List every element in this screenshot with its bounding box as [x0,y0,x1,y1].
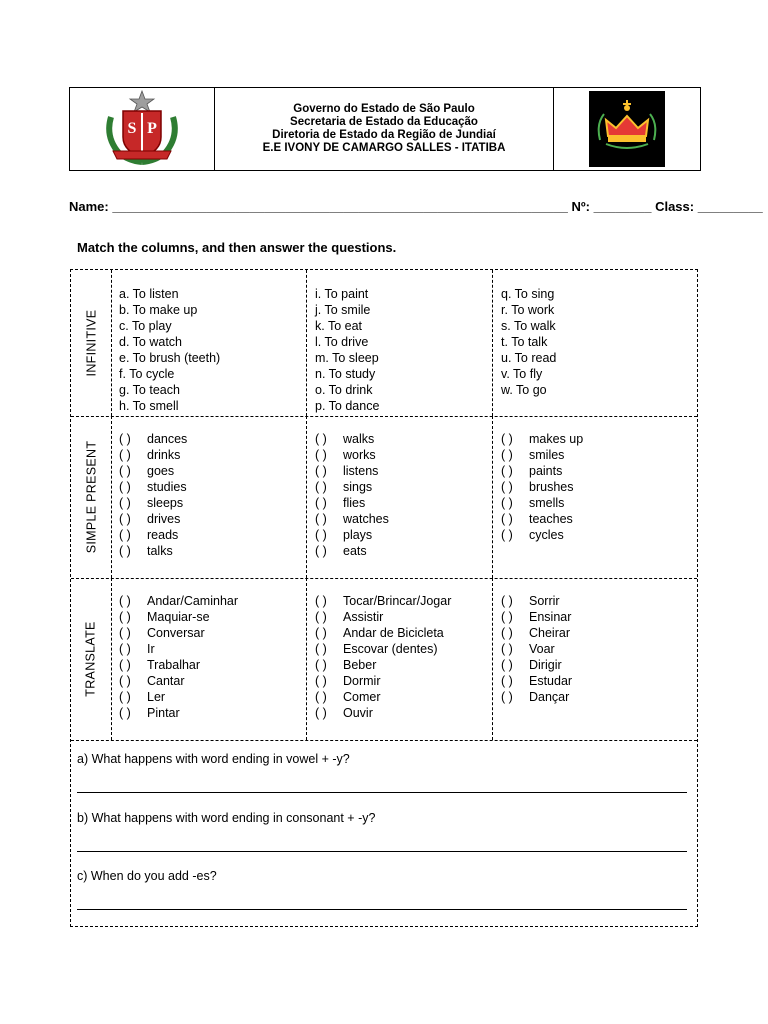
list-item [315,593,492,609]
answer-blank[interactable]: ( ) [119,626,131,640]
answer-blank[interactable]: ( ) [501,642,513,656]
translate-col-2 [307,578,493,740]
item-text: Cheirar [529,626,570,640]
header-line-directorate: Diretoria de Estado da Região de Jundiaí [272,129,496,141]
item-text: r. To work [501,303,555,317]
item-text: c. To play [119,319,172,333]
list-item [501,641,697,657]
answer-blank[interactable]: ( ) [501,464,513,478]
instructions: Match the columns, and then answer the questions. [77,240,397,255]
list-item [315,479,492,495]
answer-blank[interactable]: ( ) [119,544,131,558]
header-line-school: E.E IVONY DE CAMARGO SALLES - ITATIBA [262,142,506,154]
answer-blank[interactable]: ( ) [119,432,131,446]
item-text: j. To smile [315,303,371,317]
answer-blank[interactable]: ( ) [119,658,131,672]
question-c: c) When do you add -es? [77,869,217,883]
answer-blank[interactable]: ( ) [315,626,327,640]
list-item [501,527,697,543]
item-text: smiles [529,448,565,462]
exercise-grid [70,269,698,927]
list-item [119,431,306,447]
list-item [501,334,697,350]
infinitive-label: INFINITIVE [71,270,112,416]
item-text: talks [147,544,173,558]
list-item [501,673,697,689]
list-item [119,382,306,398]
item-text: n. To study [315,367,376,381]
simple-present-row [71,416,697,579]
list-item [501,286,697,302]
infinitive-col-3 [493,270,697,416]
list-item [315,398,492,414]
item-text: brushes [529,480,574,494]
item-text: q. To sing [501,287,555,301]
item-text: u. To read [501,351,557,365]
answer-blank[interactable]: ( ) [119,512,131,526]
list-item [501,689,697,705]
list-item [315,495,492,511]
answer-blank[interactable]: ( ) [315,512,327,526]
answer-blank[interactable]: ( ) [501,610,513,624]
list-item [501,366,697,382]
answer-blank[interactable]: ( ) [501,690,513,704]
list-item [315,673,492,689]
infinitive-row [71,270,697,417]
list-item [315,447,492,463]
name-label: Name: [69,199,109,214]
answer-blank[interactable]: ( ) [501,528,513,542]
item-text: sings [343,480,373,494]
answer-blank[interactable]: ( ) [315,464,327,478]
item-text: Andar/Caminhar [147,594,239,608]
list-item [119,495,306,511]
list-item [315,705,492,721]
item-text: Dançar [529,690,570,704]
list-item [119,318,306,334]
answer-blank[interactable]: ( ) [119,610,131,624]
item-text: l. To drive [315,335,369,349]
sp-state-seal [70,88,215,170]
item-text: Escovar (dentes) [343,642,438,656]
list-item [119,593,306,609]
school-header [69,87,701,171]
answer-blank[interactable]: ( ) [315,448,327,462]
simple-present-col-1 [111,416,307,578]
item-text: w. To go [501,383,547,397]
item-text: flies [343,496,366,510]
list-item [315,543,492,559]
item-text: d. To watch [119,335,183,349]
list-item [119,689,306,705]
sp-seal-icon [99,89,185,169]
answer-blank[interactable]: ( ) [315,642,327,656]
answer-line-c[interactable] [77,909,687,910]
list-item [501,302,697,318]
item-text: Cantar [147,674,185,688]
list-item [119,350,306,366]
item-text: t. To talk [501,335,548,349]
list-item [315,382,492,398]
list-item [315,318,492,334]
list-item [315,657,492,673]
item-text: i. To paint [315,287,369,301]
list-item [315,366,492,382]
answer-blank[interactable]: ( ) [119,674,131,688]
item-text: h. To smell [119,399,179,413]
answer-blank[interactable]: ( ) [315,690,327,704]
item-text: sleeps [147,496,184,510]
list-item [501,431,697,447]
number-field[interactable]: ________ [593,199,652,214]
answer-blank[interactable]: ( ) [501,626,513,640]
infinitive-col-1 [111,270,307,416]
answer-blank[interactable]: ( ) [501,496,513,510]
list-item [315,625,492,641]
item-text: drinks [147,448,181,462]
item-text: paints [529,464,563,478]
list-item [501,625,697,641]
list-item [119,511,306,527]
answer-blank[interactable]: ( ) [501,448,513,462]
list-item [315,527,492,543]
item-text: Maquiar-se [147,610,210,624]
answer-blank[interactable]: ( ) [315,610,327,624]
simple-present-col-3 [493,416,697,578]
answer-blank[interactable]: ( ) [119,448,131,462]
header-text-block [215,88,554,170]
list-item [119,398,306,414]
list-item [119,673,306,689]
list-item [315,511,492,527]
class-label: Class: [655,199,695,214]
list-item [315,689,492,705]
item-text: walks [343,432,375,446]
answer-blank[interactable]: ( ) [119,464,131,478]
answer-blank[interactable]: ( ) [501,512,513,526]
item-text: o. To drink [315,383,373,397]
simple-present-label: SIMPLE PRESENT [71,416,112,578]
item-text: Dormir [343,674,381,688]
item-text: Assistir [343,610,384,624]
infinitive-col-2 [307,270,493,416]
item-text: p. To dance [315,399,380,413]
answer-line-a[interactable] [77,792,687,793]
answer-blank[interactable]: ( ) [315,674,327,688]
answer-blank[interactable]: ( ) [315,496,327,510]
answer-blank[interactable]: ( ) [315,706,327,720]
item-text: Dirigir [529,658,562,672]
item-text: cycles [529,528,564,542]
item-text: drives [147,512,181,526]
list-item [315,431,492,447]
item-text: Comer [343,690,381,704]
item-text: Sorrir [529,594,560,608]
list-item [119,527,306,543]
item-text: works [343,448,376,462]
item-text: listens [343,464,379,478]
item-text: k. To eat [315,319,363,333]
item-text: dances [147,432,188,446]
list-item [501,463,697,479]
item-text: studies [147,480,187,494]
list-item [501,447,697,463]
item-text: v. To fly [501,367,543,381]
answer-blank[interactable]: ( ) [501,594,513,608]
question-b: b) What happens with word ending in consonant + -y? [77,811,376,825]
list-item [119,447,306,463]
item-text: f. To cycle [119,367,175,381]
item-text: Ouvir [343,706,373,720]
item-text: eats [343,544,367,558]
list-item [119,366,306,382]
item-text: Conversar [147,626,205,640]
item-text: Trabalhar [147,658,201,672]
question-a: a) What happens with word ending in vowel + -y? [77,752,350,766]
header-line-government: Governo do Estado de São Paulo [293,103,475,115]
list-item [315,302,492,318]
answer-blank[interactable]: ( ) [119,594,131,608]
list-item [501,479,697,495]
list-item [501,495,697,511]
student-info-line [69,199,763,214]
list-item [119,286,306,302]
answer-blank[interactable]: ( ) [315,480,327,494]
answer-blank[interactable]: ( ) [119,480,131,494]
item-text: makes up [529,432,584,446]
answer-blank[interactable]: ( ) [315,528,327,542]
school-crest [554,88,700,170]
item-text: Voar [529,642,555,656]
answer-blank[interactable]: ( ) [119,690,131,704]
translate-row [71,578,697,741]
item-text: Tocar/Brincar/Jogar [343,594,452,608]
list-item [119,334,306,350]
answer-blank[interactable]: ( ) [119,496,131,510]
list-item [315,350,492,366]
item-text: b. To make up [119,303,198,317]
number-label: Nº: [571,199,590,214]
item-text: Pintar [147,706,180,720]
translate-col-1 [111,578,307,740]
list-item [315,641,492,657]
questions-row [71,740,697,926]
item-text: smells [529,496,565,510]
item-text: plays [343,528,373,542]
translate-label: TRANSLATE [71,578,112,740]
list-item [119,543,306,559]
list-item [315,286,492,302]
list-item [501,382,697,398]
list-item [119,609,306,625]
answer-blank[interactable]: ( ) [315,658,327,672]
item-text: Estudar [529,674,573,688]
list-item [119,479,306,495]
list-item [315,334,492,350]
answer-line-b[interactable] [77,851,687,852]
crest-background [589,91,665,167]
list-item [501,511,697,527]
list-item [119,641,306,657]
item-text: s. To walk [501,319,556,333]
class-field[interactable]: _________ [697,199,763,214]
answer-blank[interactable]: ( ) [315,432,327,446]
item-text: goes [147,464,175,478]
answer-blank[interactable]: ( ) [501,658,513,672]
item-text: Ler [147,690,166,704]
item-text: m. To sleep [315,351,379,365]
item-text: g. To teach [119,383,180,397]
answer-blank[interactable]: ( ) [119,706,131,720]
list-item [119,625,306,641]
item-text: Andar de Bicicleta [343,626,444,640]
name-field[interactable]: _______________________________________________________________ [112,199,568,214]
item-text: reads [147,528,179,542]
crown-icon [592,94,662,164]
svg-text:S: S [127,120,137,137]
list-item [119,657,306,673]
list-item [501,609,697,625]
svg-text:P: P [147,120,157,137]
answer-blank[interactable]: ( ) [501,674,513,688]
list-item [501,350,697,366]
list-item [119,302,306,318]
translate-col-3 [493,578,697,740]
list-item [119,705,306,721]
answer-blank[interactable]: ( ) [501,432,513,446]
answer-blank[interactable]: ( ) [119,528,131,542]
list-item [501,657,697,673]
list-item [501,318,697,334]
list-item [119,463,306,479]
list-item [315,609,492,625]
list-item [501,593,697,609]
list-item [315,463,492,479]
simple-present-col-2 [307,416,493,578]
item-text: teaches [529,512,573,526]
item-text: Ir [147,642,155,656]
answer-blank[interactable]: ( ) [501,480,513,494]
answer-blank[interactable]: ( ) [119,642,131,656]
item-text: a. To listen [119,287,179,301]
answer-blank[interactable]: ( ) [315,544,327,558]
header-line-secretariat: Secretaria de Estado da Educação [290,116,478,128]
item-text: Ensinar [529,610,572,624]
answer-blank[interactable]: ( ) [315,594,327,608]
item-text: Beber [343,658,377,672]
item-text: e. To brush (teeth) [119,351,221,365]
item-text: watches [343,512,389,526]
